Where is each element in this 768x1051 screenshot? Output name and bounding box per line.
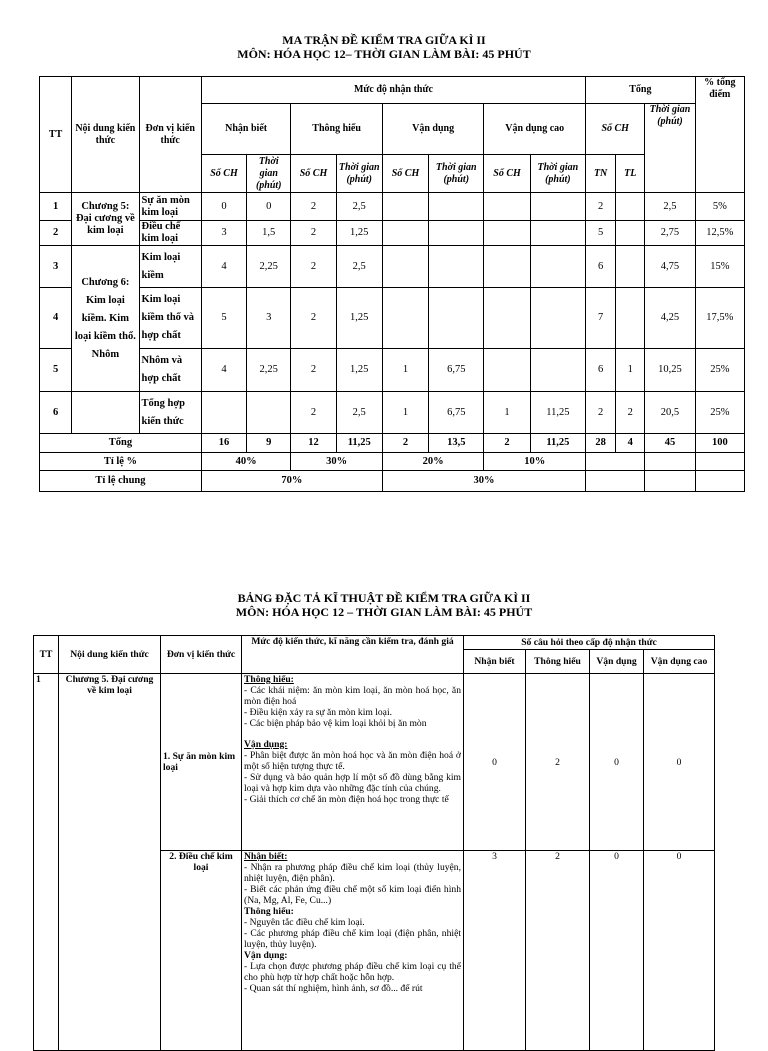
cell-vdt [429,246,484,288]
total-vdc: 2 [484,434,530,453]
cell-time: 4,25 [645,288,695,349]
matrix-title: MA TRẬN ĐỀ KIỂM TRA GIỮA KÌ II [282,33,486,47]
cell-vdt: 6,75 [429,349,484,392]
cell-pct: 12,5% [695,221,744,246]
cell-nb: 3 [201,221,246,246]
table-row [40,392,745,434]
cell-vdct [530,349,585,392]
desc-heading: Thông hiểu: [244,906,294,917]
total-vdt: 13,5 [429,434,484,453]
cell-vdc [484,221,530,246]
total-th: 12 [291,434,336,453]
cell-tn: 2 [586,392,616,434]
cell-tn: 7 [586,288,616,349]
cell-nbt: 2,25 [247,246,291,288]
spec-nb: 0 [464,674,526,851]
cell-nb: 5 [201,288,246,349]
spec-unit: 2. Điều chế kim loại [161,851,242,1051]
ratio-all-a: 70% [201,471,382,492]
cell-tht: 2,5 [336,193,382,221]
cell-pct: 25% [695,392,744,434]
cell-th: 2 [291,246,336,288]
desc-line: - Điều kiện xảy ra sự ăn mòn kim loại. [244,707,393,718]
head-nb-time: Thời gian (phút) [247,155,291,193]
head-percent: % tổng điểm [695,77,744,193]
desc-heading: Vận dụng: [244,950,288,961]
cell-tt: 3 [40,246,72,288]
cell-vdct [530,221,585,246]
spec-vdc: 0 [644,851,715,1051]
spec-nb: 3 [464,851,526,1051]
spec-head-vd: Vận dụng [590,650,644,674]
head-nb: Nhận biết [201,104,290,155]
ratio-all-b: 30% [382,471,585,492]
head-th: Thông hiểu [291,104,383,155]
spec-head-skill: Mức độ kiến thức, kĩ năng cần kiểm tra, đánh giá [242,636,464,674]
cell-time: 2,75 [645,221,695,246]
head-tl: TL [616,155,645,193]
spec-vd: 0 [590,674,644,851]
cell-nbt: 3 [247,288,291,349]
cell-tht: 1,25 [336,288,382,349]
cell-tl [616,288,645,349]
cell-tt: 5 [40,349,72,392]
cell-time: 10,25 [645,349,695,392]
cell-tl: 2 [616,392,645,434]
cell-tht: 2,5 [336,246,382,288]
total-label: Tổng [40,434,202,453]
cell-tht: 1,25 [336,349,382,392]
head-tn: TN [586,155,616,193]
cell-pct: 5% [695,193,744,221]
chapter-6: Chương 6: Kim loại kiềm. Kim loại kiềm thổ. Nhôm [72,246,139,392]
total-pct: 100 [695,434,744,453]
spec-head-unit: Đơn vị kiến thức [161,636,242,674]
total-tl: 4 [616,434,645,453]
spec-title: BẢNG ĐẶC TẢ KĨ THUẬT ĐỀ KIỂM TRA GIỮA KÌ II [237,591,531,605]
cell-tt: 6 [40,392,72,434]
cell-vdc [484,288,530,349]
head-unit: Đơn vị kiến thức [139,77,201,193]
cell-vd [382,288,428,349]
cell-unit: Kim loại kiềm [139,246,201,288]
cell-nb [201,392,246,434]
head-nb-soch: Số CH [201,155,246,193]
spec-row [34,674,715,851]
cell-tt: 1 [40,193,72,221]
cell-th: 2 [291,349,336,392]
cell-nbt: 1,5 [247,221,291,246]
cell-tn: 6 [586,349,616,392]
desc-line: - Nhận ra phương pháp điều chế kim loại (thủy luyện, nhiệt luyện, điện phân). [244,862,461,884]
cell-vdc [484,246,530,288]
cell-nbt [247,392,291,434]
cell-vdct: 11,25 [530,392,585,434]
spec-content: Chương 5. Đại cương về kim loại [59,674,161,1051]
total-row [40,434,745,453]
head-total-soch: Số CH [586,104,645,155]
cell-time: 20,5 [645,392,695,434]
desc-line: - Các khái niệm: ăn mòn kim loại, ăn mòn hoá học, ăn mòn điện hoá [244,685,461,707]
cell-nb: 4 [201,349,246,392]
head-vd-time: Thời gian (phút) [429,155,484,193]
desc-line: - Sử dụng và bảo quản hợp lí một số đồ dùng bằng kim loại và hợp kim dựa vào những đặc tính của chúng. [244,772,461,794]
cell-tt: 2 [40,221,72,246]
matrix-table [39,76,745,492]
cell-chapter-empty [72,392,139,434]
cell-tl [616,193,645,221]
ratio-vdc: 10% [484,453,586,471]
table-row [40,246,745,288]
total-nbt: 9 [247,434,291,453]
desc-heading: Thông hiểu: [244,674,294,685]
head-level: Mức độ nhận thức [201,77,585,104]
cell-tht: 2,5 [336,392,382,434]
desc-heading: Nhận biết: [244,851,288,862]
spec-head-content: Nội dung kiến thức [59,636,161,674]
total-vdct: 11,25 [530,434,585,453]
spec-desc [242,851,464,1051]
cell-vd [382,193,428,221]
cell-tn: 6 [586,246,616,288]
desc-line: - Các biện pháp bảo vệ kim loại khỏi bị ăn mòn [244,718,427,729]
head-vd-soch: Số CH [382,155,428,193]
cell-tn: 2 [586,193,616,221]
ratio-all-row [40,471,745,492]
cell-nb: 0 [201,193,246,221]
ratio-vd: 20% [382,453,484,471]
spec-tt: 1 [34,674,59,1051]
spec-unit: 1. Sự ăn mòn kim loại [161,674,242,851]
spec-subtitle: MÔN: HÓA HỌC 12 – THỜI GIAN LÀM BÀI: 45 PHÚT [235,605,533,619]
cell-vdt: 6,75 [429,392,484,434]
total-tht: 11,25 [336,434,382,453]
cell-pct: 15% [695,246,744,288]
spec-head-th: Thông hiểu [526,650,590,674]
cell-pct: 25% [695,349,744,392]
desc-line: - Các phương pháp điều chế kim loại (điện phân, nhiệt luyện, thủy luyện). [244,928,461,950]
head-tt: TT [40,77,72,193]
cell-unit: Điều chế kim loại [139,221,201,246]
head-vdc-soch: Số CH [484,155,530,193]
table-row [40,288,745,349]
spec-th: 2 [526,851,590,1051]
spec-head-tt: TT [34,636,59,674]
desc-line: - Giải thích cơ chế ăn mòn điện hoá học trong thực tế [244,794,449,805]
head-total: Tổng [586,77,696,104]
total-tn: 28 [586,434,616,453]
cell-vdc: 1 [484,392,530,434]
cell-unit: Sự ăn mòn kim loại [139,193,201,221]
total-vd: 2 [382,434,428,453]
cell-vd: 1 [382,392,428,434]
cell-vd: 1 [382,349,428,392]
total-nb: 16 [201,434,246,453]
cell-vdc [484,349,530,392]
cell-vdct [530,246,585,288]
spec-head-vdc: Vận dụng cao [644,650,715,674]
cell-th: 2 [291,392,336,434]
cell-vdt [429,193,484,221]
head-th-time: Thời gian (phút) [336,155,382,193]
cell-unit: Kim loại kiềm thổ và hợp chất [139,288,201,349]
desc-line: - Quan sát thí nghiệm, hình ảnh, sơ đồ... để rút [244,983,423,994]
spec-table [33,635,715,1051]
cell-vdt [429,221,484,246]
cell-tht: 1,25 [336,221,382,246]
cell-th: 2 [291,288,336,349]
spec-vdc: 0 [644,674,715,851]
cell-vdct [530,193,585,221]
head-th-soch: Số CH [291,155,336,193]
cell-th: 2 [291,221,336,246]
chapter-5: Chương 5: Đại cương về kim loại [72,193,139,246]
cell-vd [382,246,428,288]
ratio-th: 30% [291,453,383,471]
total-time: 45 [645,434,695,453]
head-content: Nội dung kiến thức [72,77,139,193]
cell-unit: Nhôm và hợp chất [139,349,201,392]
cell-tn: 5 [586,221,616,246]
cell-time: 4,75 [645,246,695,288]
head-vd: Vận dụng [382,104,484,155]
table-row [40,349,745,392]
desc-heading: Vận dụng: [244,739,288,750]
cell-tl [616,221,645,246]
cell-th: 2 [291,193,336,221]
cell-nb: 4 [201,246,246,288]
cell-vdt [429,288,484,349]
table-row [40,221,745,246]
head-vdc-time: Thời gian (phút) [530,155,585,193]
desc-line: - Phân biệt được ăn mòn hoá học và ăn mòn điện hoá ở một số hiện tượng thực tế. [244,750,461,772]
spec-head-count: Số câu hỏi theo cấp độ nhận thức [464,636,715,650]
desc-line: - Lựa chọn được phương pháp điều chế kim loại cụ thể cho phù hợp từ hợp chất hoặc hỗn hợp. [244,961,461,983]
spec-th: 2 [526,674,590,851]
cell-vdc [484,193,530,221]
cell-nbt: 0 [247,193,291,221]
desc-line: - Biết các phản ứng điều chế một số kim loại điển hình (Na, Mg, Al, Fe, Cu...) [244,884,461,906]
cell-tl [616,246,645,288]
cell-unit: Tổng hợp kiến thức [139,392,201,434]
matrix-subtitle: MÔN: HÓA HỌC 12– THỜI GIAN LÀM BÀI: 45 PHÚT [237,47,531,61]
spec-vd: 0 [590,851,644,1051]
cell-tl: 1 [616,349,645,392]
table-row [40,193,745,221]
ratio-label: Tỉ lệ % [40,453,202,471]
cell-time: 2,5 [645,193,695,221]
head-vdc: Vận dụng cao [484,104,586,155]
ratio-row [40,453,745,471]
cell-vd [382,221,428,246]
head-total-time: Thời gian (phút) [645,104,695,193]
ratio-all-label: Tỉ lệ chung [40,471,202,492]
desc-line: - Nguyên tắc điều chế kim loại. [244,917,365,928]
cell-nbt: 2,25 [247,349,291,392]
cell-vdct [530,288,585,349]
cell-pct: 17,5% [695,288,744,349]
cell-tt: 4 [40,288,72,349]
spec-desc [242,674,464,851]
spec-head-nb: Nhận biết [464,650,526,674]
ratio-nb: 40% [201,453,290,471]
